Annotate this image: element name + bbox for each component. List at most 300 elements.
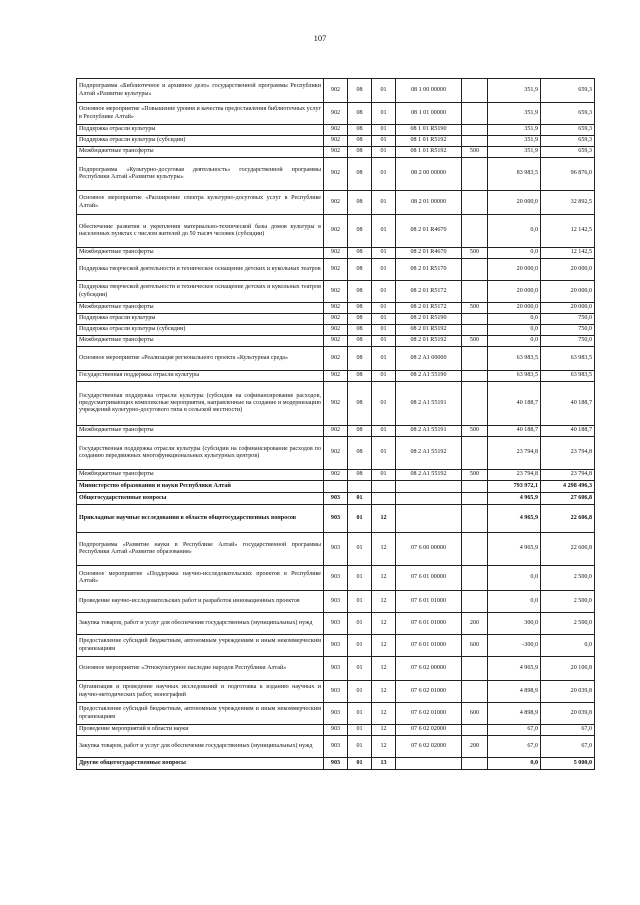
cell-amount-total: 2 500,0 [541,566,595,591]
table-row [77,635,595,657]
cell-name: Поддержка творческой деятельности и техническое оснащение детских и кукольных театров (субсидии) [77,281,324,303]
cell-ministry-code: 902 [324,79,348,103]
cell-amount-change: 4 965,9 [488,505,541,533]
table-row [77,426,595,437]
cell-target-article: 07 6 02 01000 [396,703,462,725]
table-row [77,215,595,248]
cell-expense-type [462,566,488,591]
table-row [77,758,595,770]
cell-amount-change: 83 983,5 [488,158,541,191]
cell-amount-total: 20 000,0 [541,303,595,314]
cell-amount-total: 63 983,5 [541,371,595,382]
cell-expense-type [462,657,488,681]
cell-subsection: 01 [372,371,396,382]
cell-target-article: 07 6 01 01000 [396,613,462,635]
cell-ministry-code: 902 [324,281,348,303]
cell-section: 01 [348,635,372,657]
cell-subsection: 12 [372,505,396,533]
cell-target-article: 08 1 00 00000 [396,79,462,103]
cell-name: Подпрограмма «Библиотечное и архивное дело» государственной программы Республики Алтай «Развитие культуры» [77,79,324,103]
cell-expense-type [462,591,488,613]
cell-section: 01 [348,703,372,725]
cell-expense-type: 500 [462,426,488,437]
cell-ministry-code: 902 [324,191,348,215]
cell-amount-total: 750,0 [541,336,595,347]
cell-name: Основное мероприятие «Этнокультурное наследие народов Республики Алтай» [77,657,324,681]
cell-expense-type [462,103,488,125]
cell-amount-change: 0,0 [488,325,541,336]
cell-amount-change: 63 983,5 [488,371,541,382]
cell-ministry-code: 902 [324,103,348,125]
cell-expense-type [462,215,488,248]
cell-amount-total: 2 500,0 [541,613,595,635]
cell-amount-change: 351,9 [488,103,541,125]
cell-name: Поддержка отрасли культуры (субсидии) [77,325,324,336]
cell-amount-total: 750,0 [541,325,595,336]
cell-name: Государственная поддержка отрасли культуры [77,371,324,382]
cell-amount-change: 351,9 [488,136,541,147]
cell-section: 08 [348,347,372,371]
cell-subsection: 01 [372,79,396,103]
cell-subsection: 12 [372,736,396,758]
cell-section: 08 [348,248,372,259]
table-row [77,681,595,703]
cell-target-article: 08 2 01 R5192 [396,336,462,347]
cell-target-article: 07 6 02 01000 [396,681,462,703]
cell-amount-change: 4 898,9 [488,681,541,703]
cell-section: 08 [348,103,372,125]
cell-target-article: 08 2 A1 55191 [396,426,462,437]
cell-name: Министерство образования и науки Республики Алтай [77,481,324,493]
cell-subsection: 01 [372,125,396,136]
cell-target-article: 07 6 01 00000 [396,566,462,591]
cell-name: Поддержка творческой деятельности и техническое оснащение детских и кукольных театров [77,259,324,281]
cell-ministry-code: 902 [324,215,348,248]
cell-section: 01 [348,493,372,505]
cell-section: 08 [348,136,372,147]
cell-target-article [396,758,462,770]
cell-ministry-code: 903 [324,657,348,681]
cell-ministry-code: 902 [324,426,348,437]
cell-ministry-code: 903 [324,591,348,613]
cell-name: Межбюджетные трансферты [77,147,324,158]
cell-expense-type: 500 [462,336,488,347]
cell-amount-total: 659,3 [541,79,595,103]
cell-amount-total: 5 000,0 [541,758,595,770]
cell-subsection: 01 [372,259,396,281]
table-row [77,470,595,481]
cell-ministry-code: 902 [324,303,348,314]
cell-expense-type [462,382,488,426]
cell-target-article: 08 2 01 R4670 [396,248,462,259]
table-row [77,493,595,505]
cell-amount-total: 67,0 [541,736,595,758]
cell-amount-change: 4 965,9 [488,657,541,681]
cell-target-article: 07 6 02 02000 [396,725,462,736]
cell-amount-total: 40 188,7 [541,382,595,426]
cell-section: 08 [348,382,372,426]
table-row [77,103,595,125]
cell-subsection: 01 [372,248,396,259]
cell-name: Основное мероприятие «Поддержка научно-исследовательских проектов в Республике Алтай» [77,566,324,591]
cell-subsection: 13 [372,758,396,770]
table-row [77,158,595,191]
cell-subsection: 12 [372,657,396,681]
cell-name: Поддержка отрасли культуры [77,125,324,136]
table-row [77,259,595,281]
cell-amount-total: 23 794,8 [541,470,595,481]
cell-section: 08 [348,281,372,303]
cell-section: 08 [348,336,372,347]
table-row [77,481,595,493]
cell-amount-total: 23 794,8 [541,437,595,470]
cell-amount-change: 20 000,0 [488,303,541,314]
cell-section: 08 [348,79,372,103]
cell-ministry-code: 903 [324,493,348,505]
cell-section: 01 [348,591,372,613]
cell-amount-change: 0,0 [488,248,541,259]
cell-expense-type: 500 [462,147,488,158]
cell-section: 08 [348,437,372,470]
cell-expense-type: 500 [462,303,488,314]
cell-subsection: 12 [372,566,396,591]
cell-amount-change: 20 000,0 [488,259,541,281]
table-row [77,136,595,147]
page-number: 107 [313,33,327,43]
cell-subsection: 12 [372,725,396,736]
cell-amount-change: 23 794,8 [488,470,541,481]
cell-expense-type [462,191,488,215]
cell-amount-total: 20 000,0 [541,281,595,303]
cell-target-article: 08 2 A1 55192 [396,470,462,481]
cell-target-article: 08 2 01 R5170 [396,259,462,281]
cell-name: Подпрограмма «Развитие науки в Республике Алтай» государственной программы Республики Алтай «Развитие образования» [77,533,324,566]
cell-ministry-code: 903 [324,533,348,566]
cell-amount-change: 351,9 [488,79,541,103]
cell-subsection: 12 [372,591,396,613]
table-row [77,505,595,533]
cell-name: Обеспечение развития и укрепления материально-технической базы домов культуры в населенных пунктах с числом жителей до 50 тысяч человек (субсидии) [77,215,324,248]
cell-section: 08 [348,314,372,325]
cell-subsection: 01 [372,136,396,147]
cell-target-article: 07 6 02 00000 [396,657,462,681]
cell-target-article: 08 2 01 R4670 [396,215,462,248]
cell-target-article: 08 2 A1 55190 [396,371,462,382]
table-row [77,382,595,426]
cell-expense-type: 500 [462,470,488,481]
cell-name: Проведение научно-исследовательских работ и разработок инновационных проектов [77,591,324,613]
cell-expense-type [462,136,488,147]
cell-name: Общегосударственные вопросы [77,493,324,505]
cell-subsection: 01 [372,158,396,191]
cell-amount-total: 2 500,0 [541,591,595,613]
cell-amount-total: 659,3 [541,136,595,147]
cell-amount-total: 20 106,8 [541,657,595,681]
cell-amount-total: 63 983,5 [541,347,595,371]
cell-subsection: 01 [372,426,396,437]
cell-amount-change: 40 188,7 [488,426,541,437]
cell-amount-total: 22 606,8 [541,533,595,566]
cell-name: Организация и проведение научных исследований и подготовка к изданию научных и научно-методических работ, монографий [77,681,324,703]
cell-section: 01 [348,566,372,591]
cell-amount-total: 20 039,8 [541,681,595,703]
cell-expense-type [462,79,488,103]
cell-target-article: 08 1 01 R5190 [396,125,462,136]
cell-section: 08 [348,147,372,158]
cell-expense-type [462,681,488,703]
cell-expense-type: 200 [462,613,488,635]
cell-expense-type [462,371,488,382]
cell-subsection: 12 [372,703,396,725]
cell-ministry-code: 903 [324,758,348,770]
cell-subsection: 01 [372,336,396,347]
cell-section: 01 [348,736,372,758]
cell-expense-type [462,725,488,736]
cell-target-article: 08 1 01 R5192 [396,147,462,158]
cell-ministry-code: 903 [324,703,348,725]
cell-ministry-code: 902 [324,336,348,347]
cell-name: Поддержка отрасли культуры [77,314,324,325]
cell-amount-change: 0,0 [488,314,541,325]
cell-amount-change: 0,0 [488,566,541,591]
cell-name: Основное мероприятие «Повышение уровня и качества предоставления библиотечных услуг в Республике Алтай» [77,103,324,125]
cell-name: Межбюджетные трансферты [77,470,324,481]
cell-ministry-code: 902 [324,259,348,281]
cell-name: Межбюджетные трансферты [77,336,324,347]
cell-target-article: 08 2 A1 55192 [396,437,462,470]
cell-ministry-code: 902 [324,470,348,481]
cell-amount-change: -300,0 [488,635,541,657]
cell-ministry-code: 902 [324,158,348,191]
cell-section: 08 [348,259,372,281]
cell-ministry-code: 903 [324,725,348,736]
cell-amount-change: 67,0 [488,725,541,736]
cell-section [348,481,372,493]
table-row [77,147,595,158]
cell-expense-type: 200 [462,736,488,758]
table-row [77,314,595,325]
cell-section: 08 [348,325,372,336]
cell-ministry-code: 902 [324,437,348,470]
table-row [77,591,595,613]
cell-amount-total: 659,3 [541,125,595,136]
cell-target-article [396,505,462,533]
cell-name: Основное мероприятие «Расширение спектра культурно-досуговых услуг в Республике Алтай» [77,191,324,215]
cell-expense-type [462,259,488,281]
cell-amount-change: 351,9 [488,147,541,158]
cell-section: 01 [348,505,372,533]
cell-expense-type [462,158,488,191]
table-row [77,725,595,736]
cell-expense-type: 600 [462,635,488,657]
table-row [77,79,595,103]
cell-ministry-code: 903 [324,681,348,703]
cell-target-article: 08 2 01 R5192 [396,325,462,336]
cell-ministry-code: 903 [324,505,348,533]
cell-target-article: 07 6 02 02000 [396,736,462,758]
cell-amount-change: 0,0 [488,591,541,613]
cell-subsection: 01 [372,191,396,215]
cell-subsection: 01 [372,281,396,303]
table-row [77,437,595,470]
cell-ministry-code [324,481,348,493]
cell-target-article: 08 2 01 R5172 [396,281,462,303]
table-row [77,371,595,382]
cell-section: 08 [348,158,372,191]
cell-target-article: 07 6 01 01000 [396,591,462,613]
cell-target-article: 08 2 01 00000 [396,191,462,215]
cell-amount-change: 40 188,7 [488,382,541,426]
cell-name: Межбюджетные трансферты [77,248,324,259]
cell-amount-total: 659,3 [541,103,595,125]
cell-ministry-code: 902 [324,125,348,136]
cell-amount-total: 4 298 496,3 [541,481,595,493]
cell-ministry-code: 902 [324,347,348,371]
cell-target-article [396,481,462,493]
cell-name: Государственная поддержка отрасли культуры (субсидии на софинансирование расходов по созданию передвижных многофункциональных культурных центров) [77,437,324,470]
cell-ministry-code: 903 [324,736,348,758]
cell-name: Государственная поддержка отрасли культуры (субсидия на софинансирование расходов, предусматривающих комплексные мероприятия, направленные на создание и модернизацию учреждений культурно-досугового типа в сельской местности) [77,382,324,426]
cell-amount-total: 0,0 [541,635,595,657]
cell-expense-type [462,347,488,371]
cell-name: Межбюджетные трансферты [77,303,324,314]
cell-amount-total: 20 000,0 [541,259,595,281]
cell-section: 01 [348,657,372,681]
cell-subsection: 01 [372,347,396,371]
cell-amount-total: 27 606,8 [541,493,595,505]
cell-ministry-code: 902 [324,248,348,259]
cell-expense-type [462,314,488,325]
cell-subsection: 01 [372,325,396,336]
cell-expense-type [462,533,488,566]
cell-section: 01 [348,681,372,703]
cell-amount-change: 351,9 [488,125,541,136]
cell-subsection [372,481,396,493]
table-row [77,281,595,303]
cell-amount-total: 22 606,8 [541,505,595,533]
cell-subsection: 01 [372,103,396,125]
table-row [77,533,595,566]
cell-subsection: 01 [372,147,396,158]
cell-section: 01 [348,613,372,635]
cell-expense-type: 500 [462,248,488,259]
cell-amount-total: 32 892,5 [541,191,595,215]
cell-amount-total: 750,0 [541,314,595,325]
cell-amount-total: 12 142,5 [541,215,595,248]
table-row [77,566,595,591]
cell-name: Предоставление субсидий бюджетным, автономным учреждениям и иным некоммерческим организациям [77,703,324,725]
cell-section: 08 [348,125,372,136]
cell-target-article: 07 6 00 00000 [396,533,462,566]
cell-amount-change: 4 965,9 [488,533,541,566]
cell-amount-change: 0,0 [488,336,541,347]
cell-subsection: 01 [372,215,396,248]
cell-ministry-code: 902 [324,325,348,336]
cell-expense-type: 600 [462,703,488,725]
table-row [77,303,595,314]
cell-name: Межбюджетные трансферты [77,426,324,437]
cell-name: Подпрограмма «Культурно-досуговая деятельность» государственной программы Республики Алтай «Развитие культуры» [77,158,324,191]
cell-expense-type [462,481,488,493]
cell-target-article: 08 2 01 R5190 [396,314,462,325]
cell-section: 08 [348,426,372,437]
cell-ministry-code: 902 [324,136,348,147]
cell-subsection: 01 [372,470,396,481]
cell-amount-change: 4 898,9 [488,703,541,725]
cell-name: Проведение мероприятий в области науки [77,725,324,736]
cell-target-article: 08 1 01 R5192 [396,136,462,147]
cell-amount-change: 300,0 [488,613,541,635]
cell-amount-change: 4 965,9 [488,493,541,505]
cell-amount-change: 63 983,5 [488,347,541,371]
cell-subsection [372,493,396,505]
cell-ministry-code: 903 [324,566,348,591]
cell-amount-change: 0,0 [488,215,541,248]
cell-section: 08 [348,191,372,215]
cell-expense-type [462,505,488,533]
table-row [77,336,595,347]
table-row [77,657,595,681]
cell-amount-change: 20 000,0 [488,281,541,303]
cell-name: Поддержка отрасли культуры (субсидии) [77,136,324,147]
table-row [77,248,595,259]
cell-amount-change: 793 972,1 [488,481,541,493]
cell-expense-type [462,437,488,470]
cell-target-article: 08 2 00 00000 [396,158,462,191]
cell-section: 08 [348,470,372,481]
cell-section: 08 [348,303,372,314]
table-body [77,79,595,770]
cell-subsection: 01 [372,437,396,470]
table-row [77,613,595,635]
cell-subsection: 01 [372,382,396,426]
cell-ministry-code: 902 [324,314,348,325]
cell-name: Основное мероприятие «Реализация регионального проекта «Культурная среда» [77,347,324,371]
cell-amount-total: 40 188,7 [541,426,595,437]
cell-name: Другие общегосударственные вопросы [77,758,324,770]
cell-section: 01 [348,533,372,566]
budget-table [76,78,595,770]
cell-subsection: 01 [372,314,396,325]
cell-amount-total: 67,0 [541,725,595,736]
cell-target-article: 08 2 01 R5172 [396,303,462,314]
cell-subsection: 01 [372,303,396,314]
cell-ministry-code: 903 [324,635,348,657]
cell-name: Закупка товаров, работ и услуг для обеспечения государственных (муниципальных) нужд [77,613,324,635]
table-row [77,125,595,136]
cell-target-article [396,493,462,505]
cell-expense-type [462,281,488,303]
cell-section: 08 [348,371,372,382]
cell-amount-total: 96 876,0 [541,158,595,191]
cell-target-article: 08 1 01 00000 [396,103,462,125]
cell-name: Предоставление субсидий бюджетным, автономным учреждениям и иным некоммерческим организациям [77,635,324,657]
cell-name: Закупка товаров, работ и услуг для обеспечения государственных (муниципальных) нужд [77,736,324,758]
cell-amount-change: 0,0 [488,758,541,770]
cell-expense-type [462,758,488,770]
cell-section: 08 [348,215,372,248]
cell-target-article: 08 2 A1 00000 [396,347,462,371]
cell-name: Прикладные научные исследования в области общегосударственных вопросов [77,505,324,533]
table-row [77,191,595,215]
cell-amount-total: 659,3 [541,147,595,158]
cell-expense-type [462,125,488,136]
cell-amount-change: 67,0 [488,736,541,758]
table-row [77,703,595,725]
cell-target-article: 08 2 A1 55191 [396,382,462,426]
cell-amount-change: 23 794,8 [488,437,541,470]
table-row [77,347,595,371]
